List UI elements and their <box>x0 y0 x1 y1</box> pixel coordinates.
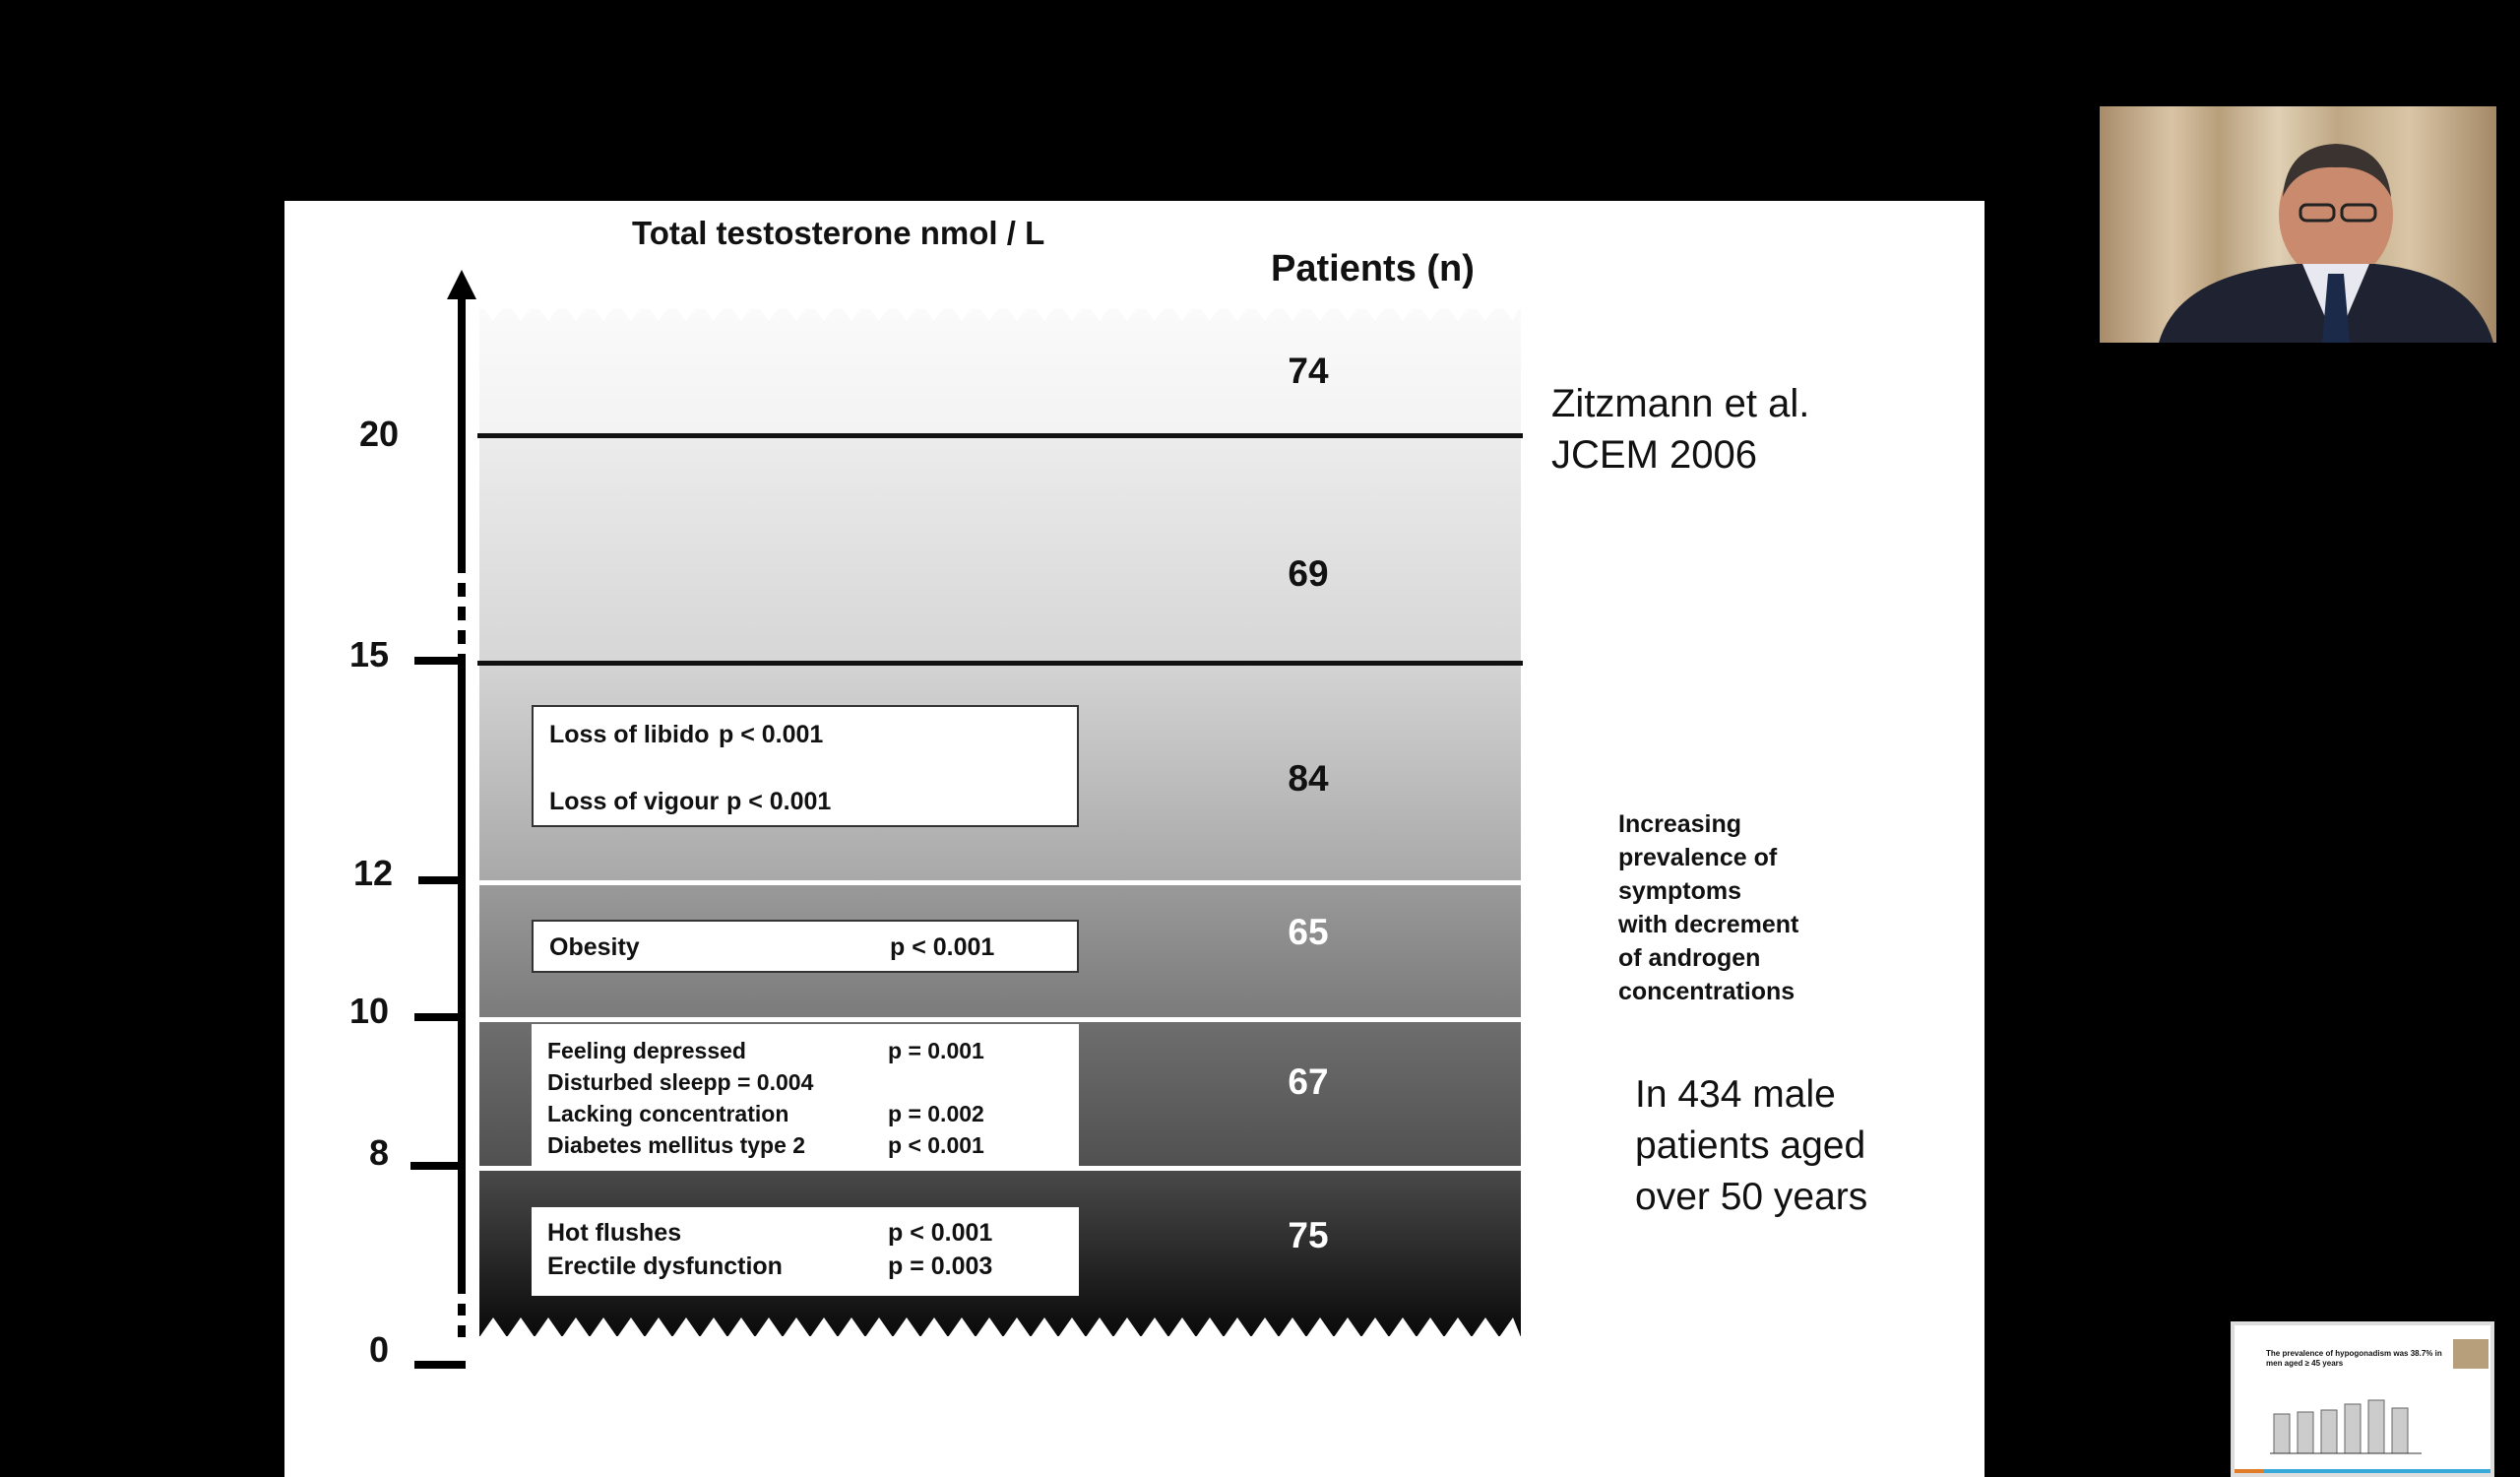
axis-label-10: 10 <box>348 991 389 1031</box>
thumbnail-mini-chart <box>2264 1375 2441 1463</box>
symptom-box-depression <box>532 1024 1079 1166</box>
threshold-line-20 <box>477 433 1523 438</box>
patients-column-header: Patients (n) <box>1271 248 1475 289</box>
tick-8 <box>410 1162 462 1170</box>
symptom-depressed-label: Feeling depressed <box>547 1038 746 1063</box>
thumbnail-accent-bar <box>2264 1469 2494 1477</box>
symptom-concentration-label: Lacking concentration <box>547 1101 789 1126</box>
presenter-webcam[interactable] <box>2100 106 2496 343</box>
patient-count-12-15: 84 <box>1288 758 1329 799</box>
symptom-vigour-p: p < 0.001 <box>726 788 832 815</box>
patient-count-15-20: 69 <box>1288 553 1329 594</box>
threshold-line-10 <box>479 1017 1521 1022</box>
symptom-flushes-p: p < 0.001 <box>888 1219 993 1247</box>
symptom-diabetes-label: Diabetes mellitus type 2 <box>547 1132 806 1158</box>
symptom-libido-label: Loss of libido <box>549 721 710 748</box>
axis-label-15: 15 <box>348 634 389 674</box>
slide-thumbnail[interactable] <box>2231 1321 2494 1477</box>
symptom-concentration-p: p = 0.002 <box>888 1101 984 1126</box>
chart-title: Total testosterone nmol / L <box>632 215 1045 251</box>
symptom-diabetes-p: p < 0.001 <box>888 1132 984 1158</box>
symptom-libido-p: p < 0.001 <box>719 721 824 748</box>
axis-label-12: 12 <box>352 853 393 893</box>
threshold-line-15 <box>477 661 1523 666</box>
bottom-zigzag-edge <box>479 1312 1521 1337</box>
thumbnail-title: The prevalence of hypogonadism was 38.7% in men aged ≥ 45 years <box>2266 1349 2442 1368</box>
symptom-flushes-label: Hot flushes <box>547 1219 682 1247</box>
presentation-slide <box>284 201 1984 1477</box>
symptom-box-flushes-erectile <box>532 1207 1079 1296</box>
band-15-20 <box>479 434 1521 663</box>
tick-12 <box>418 876 462 884</box>
symptom-depressed-p: p = 0.001 <box>888 1038 984 1063</box>
symptom-obesity-label: Obesity <box>549 933 640 961</box>
patient-count-10-12: 65 <box>1288 912 1329 952</box>
y-axis-arrow-icon <box>447 270 476 299</box>
patient-count-above-20: 74 <box>1288 351 1329 391</box>
symptom-erectile-label: Erectile dysfunction <box>547 1252 783 1280</box>
symptom-vigour-label: Loss of vigour <box>549 788 720 815</box>
reference-citation: Zitzmann et al. JCEM 2006 <box>1551 382 1810 477</box>
threshold-line-12 <box>479 880 1521 885</box>
thumbnail-webcam <box>2453 1339 2488 1369</box>
axis-label-8: 8 <box>368 1132 389 1173</box>
symptom-box-obesity <box>532 920 1079 973</box>
y-axis <box>442 270 481 1353</box>
thumbnail-accent-left <box>2235 1469 2264 1477</box>
symptom-obesity-p: p < 0.001 <box>890 933 995 961</box>
patient-count-8-10: 67 <box>1288 1061 1329 1102</box>
tick-0 <box>414 1361 466 1369</box>
top-zigzag-edge <box>479 303 1521 325</box>
symptom-sleep-label: Disturbed sleepp = 0.004 <box>547 1069 814 1095</box>
tick-10 <box>414 1013 462 1021</box>
symptom-erectile-p: p = 0.003 <box>888 1252 993 1280</box>
axis-label-0: 0 <box>368 1329 389 1370</box>
presenter-video-frame <box>2100 106 2496 343</box>
tick-15 <box>414 657 462 665</box>
axis-label-20: 20 <box>358 414 399 454</box>
patient-count-0-8: 75 <box>1288 1215 1329 1255</box>
prevalence-note: Increasing prevalence of symptoms with decrement of androgen concentrations <box>1618 810 1799 1005</box>
symptom-box-libido-vigour <box>532 705 1079 827</box>
threshold-line-8 <box>479 1166 1521 1171</box>
cohort-description: In 434 male patients aged over 50 years <box>1635 1073 1868 1218</box>
